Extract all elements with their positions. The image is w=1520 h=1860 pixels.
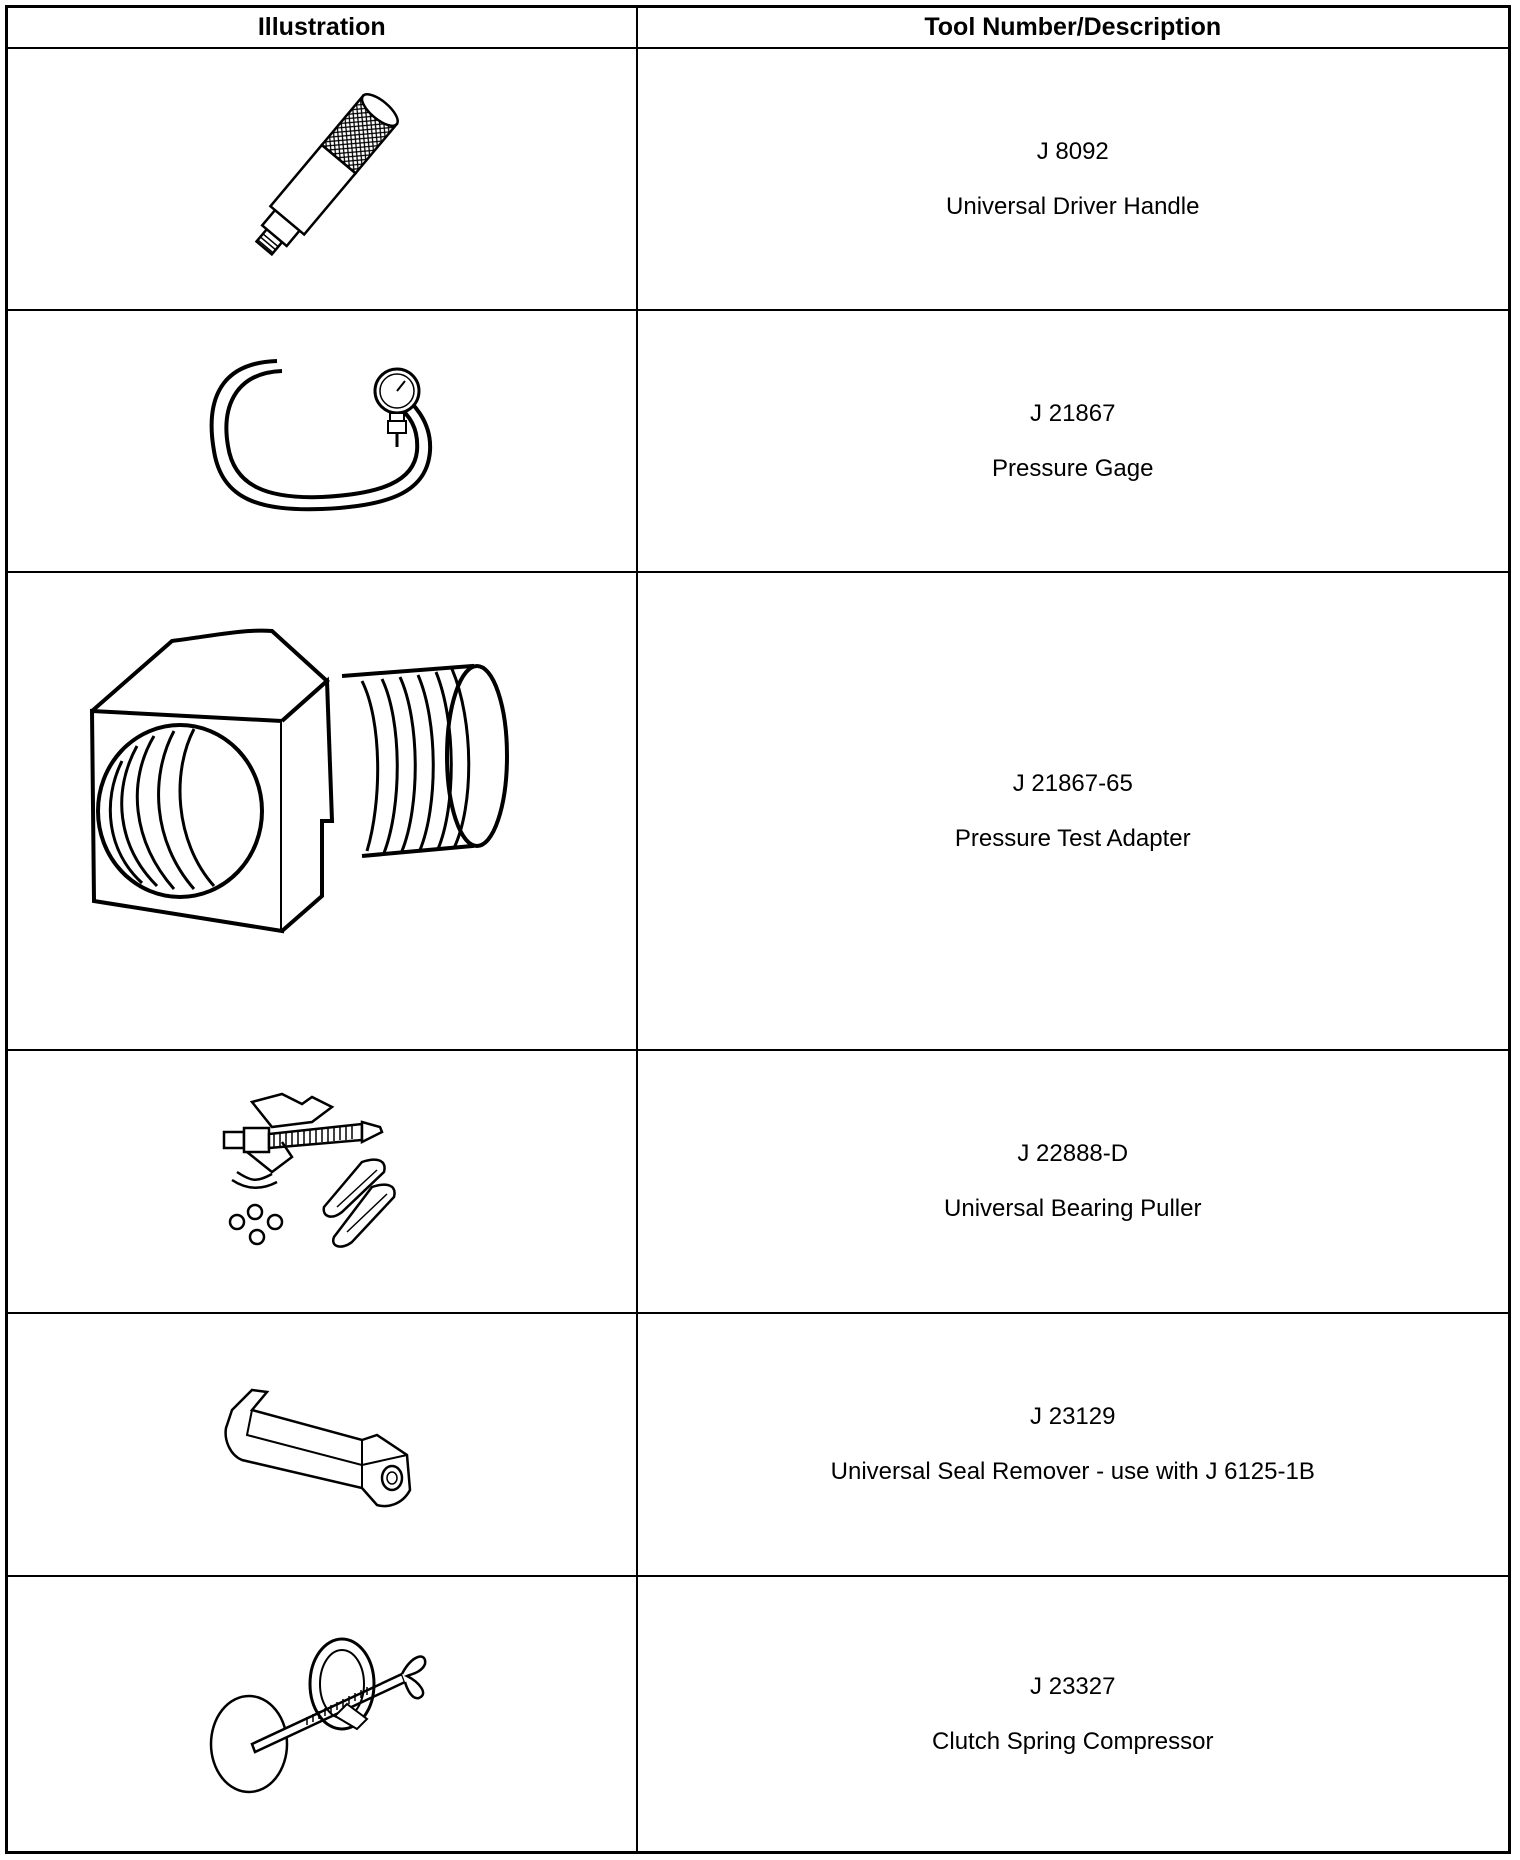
illustration-cell xyxy=(7,1313,637,1576)
tool-description: Clutch Spring Compressor xyxy=(932,1727,1214,1755)
table-header-row xyxy=(7,7,1510,49)
table-row xyxy=(7,310,1510,572)
illustration-cell xyxy=(7,572,637,1050)
tool-description: Pressure Gage xyxy=(992,454,1154,482)
bearing-puller-icon xyxy=(212,1082,432,1282)
description-cell xyxy=(637,1050,1510,1313)
pressure-gage-icon xyxy=(202,351,442,531)
seal-remover-icon xyxy=(212,1380,432,1510)
table-row xyxy=(7,1050,1510,1313)
tool-description: Universal Driver Handle xyxy=(946,192,1200,220)
illustration-cell xyxy=(7,1050,637,1313)
tool-number: J 22888-D xyxy=(1017,1140,1129,1167)
driver-handle-icon xyxy=(212,89,432,269)
tool-description: Universal Bearing Puller xyxy=(944,1195,1202,1222)
table-row xyxy=(7,48,1510,310)
description-cell xyxy=(637,1313,1510,1576)
tool-number: J 23327 xyxy=(1030,1672,1116,1700)
tool-description: Universal Seal Remover - use with J 6125-1B xyxy=(830,1458,1315,1485)
description-cell xyxy=(637,572,1510,1050)
pressure-test-adapter-icon xyxy=(82,621,562,1001)
description-cell xyxy=(637,1576,1510,1853)
clutch-spring-compressor-icon xyxy=(207,1624,437,1804)
special-tools-table xyxy=(5,5,1511,1854)
table-row xyxy=(7,1313,1510,1576)
tool-number: J 8092 xyxy=(1036,137,1109,165)
illustration-column-header: Illustration xyxy=(7,7,637,49)
illustration-cell xyxy=(7,310,637,572)
tool-number: J 21867-65 xyxy=(1012,769,1133,797)
tool-description: Pressure Test Adapter xyxy=(954,824,1191,852)
tool-number: J 23129 xyxy=(1030,1403,1116,1430)
description-cell xyxy=(637,48,1510,310)
tool-number: J 21867 xyxy=(1030,399,1116,427)
illustration-cell xyxy=(7,48,637,310)
description-column-header: Tool Number/Description xyxy=(637,7,1510,49)
table-row xyxy=(7,1576,1510,1853)
illustration-cell xyxy=(7,1576,637,1853)
table-row xyxy=(7,572,1510,1050)
description-cell xyxy=(637,310,1510,572)
